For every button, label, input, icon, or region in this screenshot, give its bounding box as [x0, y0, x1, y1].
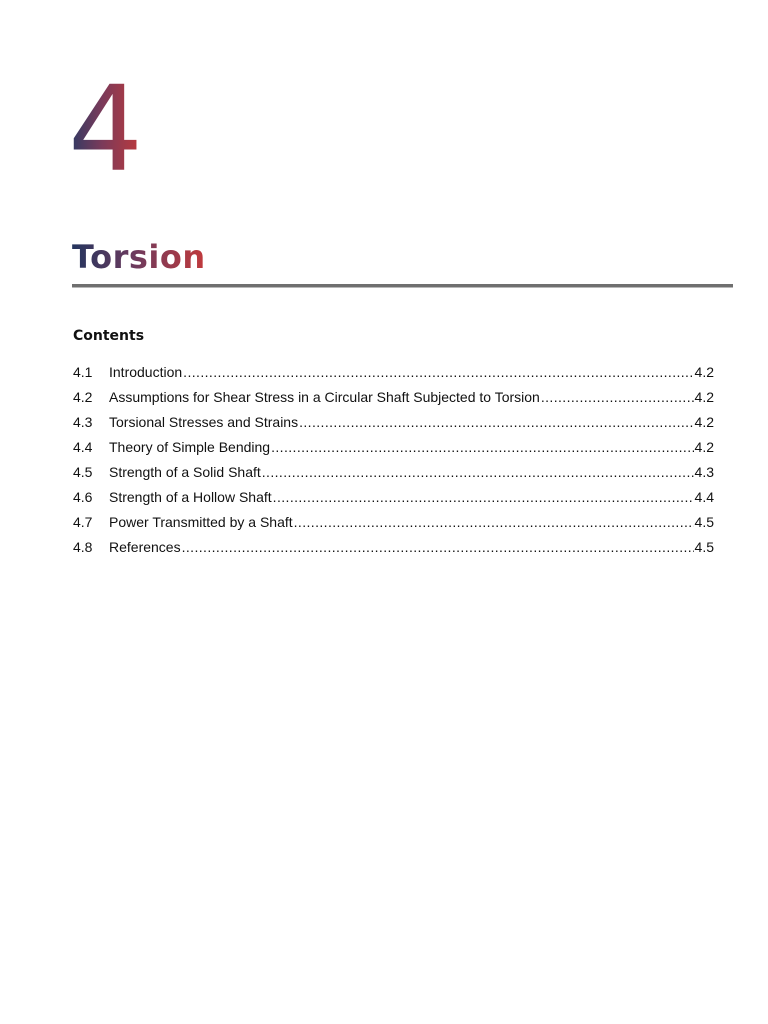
toc-entry-number: 4.3 — [73, 414, 93, 430]
toc-entry-number: 4.5 — [73, 464, 93, 480]
toc-entry-page[interactable]: 4.2 — [694, 439, 714, 455]
toc-entry-title[interactable]: Strength of a Hollow Shaft — [109, 489, 272, 505]
toc-leader-dots — [294, 514, 694, 530]
toc-entry[interactable] — [73, 464, 714, 489]
toc-entry-title[interactable]: Strength of a Solid Shaft — [109, 464, 261, 480]
toc-leader-dots — [273, 489, 694, 505]
toc-entry-number: 4.2 — [73, 389, 93, 405]
toc-entry-number: 4.6 — [73, 489, 93, 505]
toc-leader-dots — [262, 464, 694, 480]
toc-entry-title[interactable]: Torsional Stresses and Strains — [109, 414, 299, 430]
toc-entry-page[interactable]: 4.2 — [694, 389, 714, 405]
toc-entry[interactable] — [73, 389, 714, 414]
toc-entry[interactable] — [73, 439, 714, 464]
toc-entry-title[interactable]: Introduction — [109, 364, 183, 380]
toc-entry-number: 4.4 — [73, 439, 93, 455]
toc-entry-page[interactable]: 4.5 — [694, 514, 714, 530]
title-divider — [72, 284, 733, 288]
table-of-contents — [73, 364, 714, 564]
toc-entry-title[interactable]: Assumptions for Shear Stress in a Circular Shaft Subjected to Torsion — [109, 389, 540, 405]
toc-entry-number: 4.8 — [73, 539, 93, 555]
chapter-title: Torsion — [72, 238, 206, 276]
toc-entry-title[interactable]: Power Transmitted by a Shaft — [109, 514, 293, 530]
toc-entry-number: 4.7 — [73, 514, 93, 530]
toc-entry-title[interactable]: Theory of Simple Bending — [109, 439, 271, 455]
toc-entry-page[interactable]: 4.3 — [694, 464, 714, 480]
toc-entry[interactable] — [73, 414, 714, 439]
contents-heading: Contents — [73, 328, 145, 344]
toc-leader-dots — [299, 414, 693, 430]
toc-entry[interactable] — [73, 539, 714, 564]
toc-entry-page[interactable]: 4.2 — [694, 414, 714, 430]
toc-entry[interactable] — [73, 364, 714, 389]
toc-leader-dots — [541, 389, 694, 405]
toc-leader-dots — [182, 539, 694, 555]
toc-entry[interactable] — [73, 489, 714, 514]
toc-leader-dots — [271, 439, 693, 455]
toc-entry-page[interactable]: 4.2 — [694, 364, 714, 380]
toc-entry-title[interactable]: References — [109, 539, 181, 555]
toc-entry[interactable] — [73, 514, 714, 539]
toc-leader-dots — [183, 364, 693, 380]
toc-entry-number: 4.1 — [73, 364, 93, 380]
chapter-number: 4 — [68, 60, 144, 198]
toc-entry-page[interactable]: 4.5 — [694, 539, 714, 555]
toc-entry-page[interactable]: 4.4 — [694, 489, 714, 505]
